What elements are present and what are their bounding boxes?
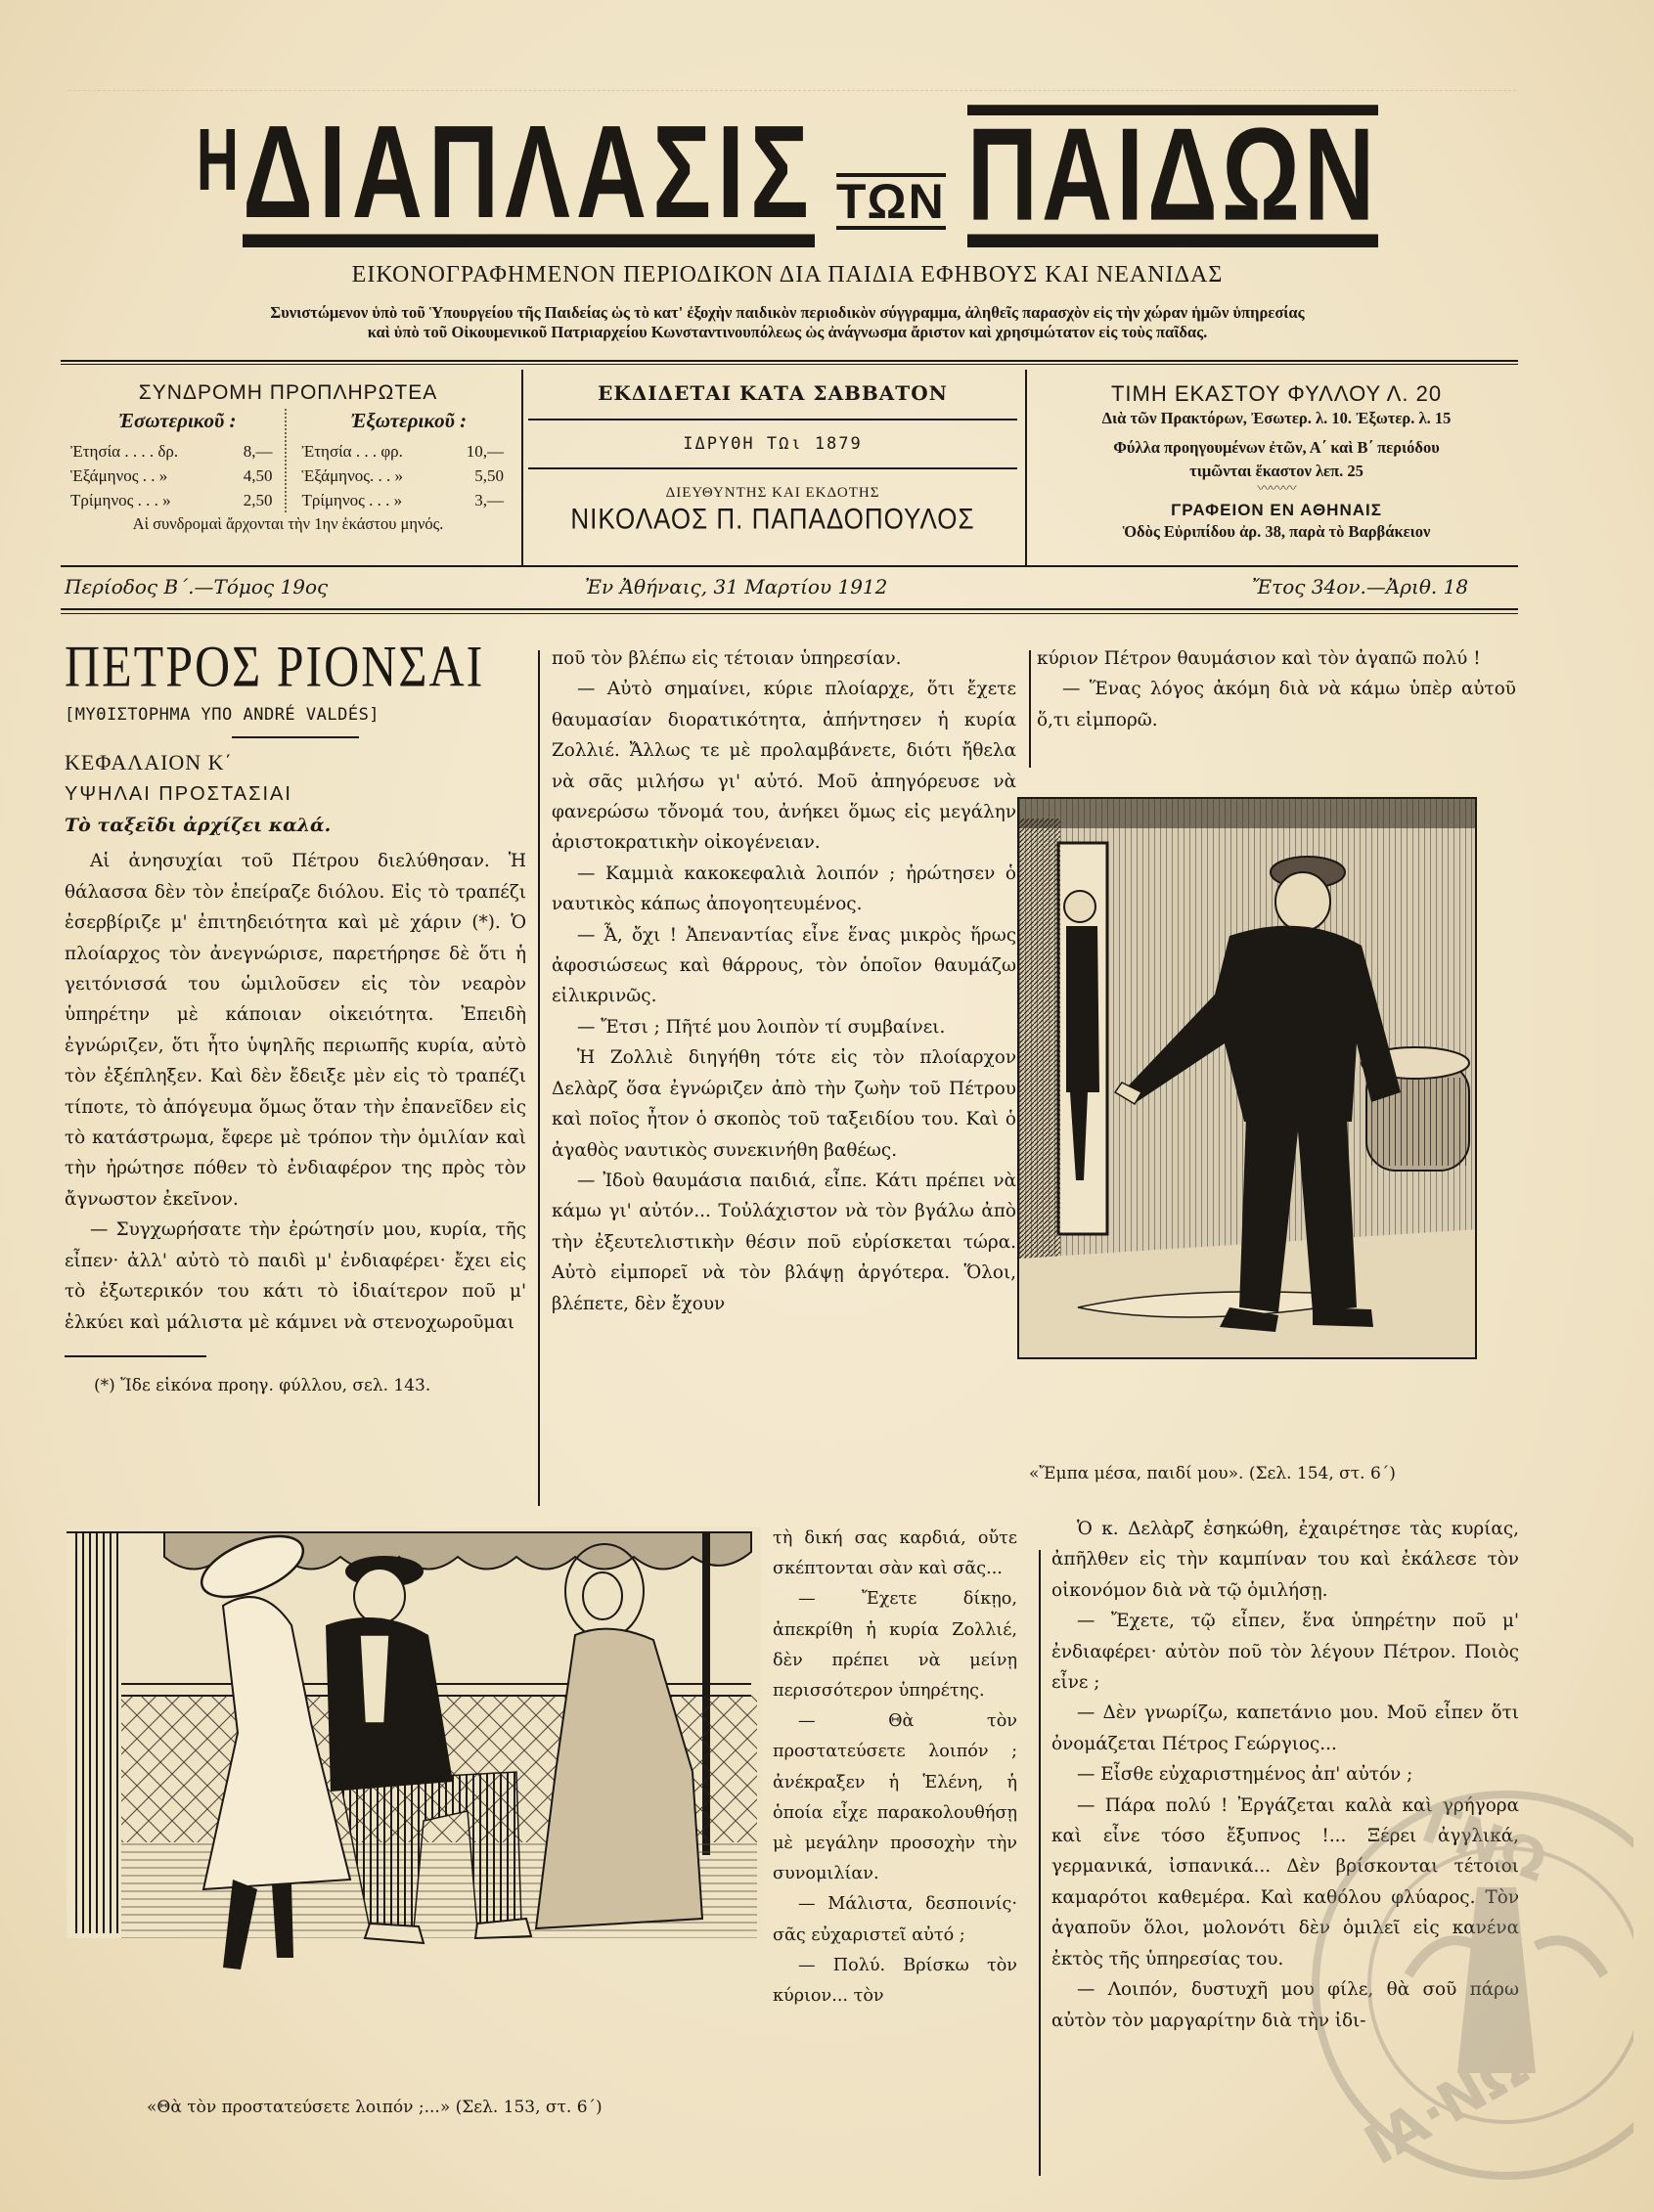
subscription-foreign: [285, 409, 516, 512]
paragraph: — Ἕνας λόγος ἀκόμη διὰ νὰ κάμω ὑπὲρ αὐτοῦ ὅ,τι εἰμπορῶ.: [1037, 679, 1516, 730]
stamp-seal-icon: [1291, 1780, 1633, 2190]
illustration-steward-at-door: [1017, 797, 1477, 1359]
endorsement-line-2: καὶ ὑπὸ τοῦ Οἰκουμενικοῦ Πατριαρχείου Κωνσταντινουπόλεως ὡς ἀνάγνωσμα ἄριστον καὶ χρησιμώτατον εἰς τοὺς παῖδας.: [367, 323, 1208, 341]
masthead-title-main: ΔΙΑΠΛΑΣΙΣ: [243, 98, 815, 246]
footnote-divider: [65, 1355, 206, 1357]
paragraph: — Ἔτσι ; Πῆτέ μου λοιπὸν τί συμβαίνει.: [577, 1016, 946, 1038]
price-row: Ἑξάμηνος. . . » 5,50: [301, 466, 504, 485]
paragraph: — Καμμιὰ κακοκεφαλιὰ λοιπόν ; ἠρώτησεν ὁ ναυτικὸς κάπως ἀπογοητευμένος.: [552, 863, 1016, 915]
paragraph: Ὁ κ. Δελὰρζ ἐσηκώθη, ἐχαιρέτησε τὰς κυρίας, ἀπῆλθεν εἰς τὴν καμπίναν του καὶ ἐκάλεσε τὸν οἰκονόμον διὰ νὰ τῷ ὁμιλήσῃ.: [1051, 1519, 1519, 1601]
paragraph: Ἡ Ζολλιὲ διηγήθη τότε εἰς τὸν πλοίαρχον Δελὰρζ ὅσα ἐγνώριζεν ἀπὸ τὴν ζωὴν τοῦ Πέτρου καὶ ποῖος ἦτον ὁ σκοπὸς τοῦ ταξειδίου του. Καὶ ὁ ἀγαθὸς ναυτικὸς συνεκινήθη βαθέως.: [552, 1047, 1016, 1161]
paragraph: — Πολύ. Βρίσκω τὸν κύριον... τὸν: [773, 1955, 1017, 2007]
publisher-box: [528, 381, 1017, 534]
divider: [61, 364, 1518, 365]
article-byline: [ΜΥΘΙΣΤΟΡΗΜΑ ΥΠΟ ANDRÉ VALDÉS]: [65, 705, 380, 725]
director-name: ΝΙΚΟΛΑΟΣ Π. ΠΑΠΑΔΟΠΟΥΛΟΣ: [570, 501, 975, 536]
paragraph: — Πάρα πολύ ! Ἐργάζεται καλὰ καὶ γρήγορα καὶ εἶνε τόσο ἔξυπνος !... Ξέρει ἀγγλικά, γερμανικά, ἰσπανικά... Δὲν βρίσκονται τέτοιοι καμαρότοι καθεμέρα. Καὶ καθόλου φλύαρος. Τὸν ἀγαποῦν ὅλοι, μολονότι δὲν ὁμιλεῖ εἰς κανένα ἐκτὸς τῆς ὑπηρεσίας του.: [1051, 1794, 1519, 1969]
paragraph: — Δὲν γνωρίζω, καπετάνιο μου. Μοῦ εἶπεν ὅτι ὀνομάζεται Πέτρος Γεώργιος...: [1051, 1703, 1519, 1754]
paragraph: Αἱ ἀνησυχίαι τοῦ Πέτρου διελύθησαν. Ἡ θάλασσα δὲν τὸν ἐπείραζε διόλου. Εἰς τὸ τραπέζι ἐσερβίριζε μ' ἐπιτηδειότητα καὶ μὲ χάριν (*). Ὁ πλοίαρχος τὸν ἀνεγνώρισε, παρετήρησε δὲ ὅτι ἡ γειτόνισσά του ὡμιλοῦσεν εἰς τὸν νεαρὸν ὑπηρέτην μὲ κάποιαν οἰκειότητα. Ἐπειδὴ ἐγνώριζεν, ὅτι ἦτο ὑψηλῆς περιωπῆς κυρία, αὐτὸ τὸν ἐξέπληξεν. Καὶ δὲν ἔδειξε μὲν εἰς τὸ τραπέζι τίποτε, τὸ ἀπόγευμα ὅμως ὅταν τὴν ἐπανεῖδεν εἰς τὸ κατάστρωμα, ἔφερε μὲ τρόπον τὴν ὁμιλίαν καὶ τὴν ἠρώτησε πόθεν τὸ ἐνδιαφέρον της πρὸς τὸν ἄγνωστον ἐκεῖνον.: [65, 851, 526, 1210]
subscription-note: Αἱ συνδρομαὶ ἄρχονται τὴν 1ην ἑκάστου μηνός.: [132, 514, 444, 533]
column-rule: [1039, 1550, 1041, 2176]
paragraph: — Συγχωρήσατε τὴν ἐρώτησίν μου, κυρία, τῆς εἶπεν· ἀλλ' αὐτὸ τὸ παιδὶ μ' ἐνδιαφέρει· ἔχει εἰς τὸ ἐξωτερικόν του κάτι τὸ ἰδιαίτερον ποῦ μ' ἑλκύει καὶ μάλιστα μὲ κάμνει νὰ στενοχωροῦμαι: [65, 1219, 526, 1333]
publication-day: ΕΚΔΙΔΕΤΑΙ ΚΑΤΑ ΣΑΒΒΑΤΟΝ: [528, 381, 1017, 420]
divider: [1025, 370, 1027, 565]
wave-ornament: 〰〰〰: [1257, 481, 1296, 497]
endorsement-line-1: Συνιστώμενον ὑπὸ τοῦ Ὑπουργείου τῆς Παιδείας ὡς τὸ κατ' ἐξοχὴν παιδικὸν περιοδικὸν σύγγραμμα, ἀληθεῖς παρασχὸν εἰς τὴν χώραν ἡμῶν ὑπηρεσίας: [270, 303, 1305, 322]
masthead-title-ton: ΤΩΝ: [835, 174, 946, 229]
office-address: Ὁδὸς Εὐριπίδου ἀρ. 38, παρὰ τὸ Βαρβάκειον: [1122, 522, 1431, 541]
price-title: ΤΙΜΗ ΕΚΑΣΤΟΥ ΦΥΛΛΟΥ Λ. 20: [1110, 381, 1443, 406]
subscription-domestic: [61, 409, 285, 512]
paragraph: — Ἔχετε δίκῃο, ἀπεκρίθη ἡ κυρία Ζολλιέ, δὲν πρέπει νὰ μείνῃ περισσότερον ὑπηρέτης.: [773, 1589, 1017, 1702]
illustration-caption-right: «Ἔμπα μέσα, παιδί μου». (Σελ. 154, στ. 6΄): [1029, 1464, 1396, 1483]
footnote: (*) Ἴδε εἰκόνα προηγ. φύλλου, σελ. 143.: [94, 1375, 431, 1395]
divider: [61, 360, 1518, 362]
paragraph: — Ἆ, ὄχι ! Ἀπεναντίας εἶνε ἕνας μικρὸς ἥρως ἀφοσιώσεως καὶ θάρρους, τὸν ὁποῖον θαυμάζω εἰλικρινῶς.: [552, 924, 1016, 1007]
price-row: Τρίμηνος . . . » 2,50: [70, 491, 273, 509]
chapter-summary: Τὸ ταξεῖδι ἀρχίζει καλά.: [65, 815, 332, 837]
agents-price: Διὰ τῶν Πρακτόρων, Ἐσωτερ. λ. 10. Ἐξωτερ. λ. 15: [1101, 409, 1452, 427]
price-row: Τρίμηνος . . . » 3,—: [301, 491, 504, 509]
svg-text:ΓΝΩ: ΓΝΩ: [1413, 1792, 1555, 1895]
illustration-deck-scene: [67, 1527, 761, 1997]
engraving-door-scene: [1019, 799, 1477, 1359]
director-label: ΔΙΕΥΘΥΝΤΗΣ ΚΑΙ ΕΚΔΟΤΗΣ: [665, 485, 880, 501]
paragraph: — Μάλιστα, δεσποινίς· σᾶς εὐχαριστεῖ αὐτό ;: [773, 1894, 1017, 1945]
founded-year: ΙΔΡΥΘΗ ΤΩι 1879: [528, 420, 1017, 469]
engraving-deck-scene: [67, 1527, 761, 1997]
masthead-endorsement: [59, 303, 1516, 342]
divider: [61, 565, 1518, 567]
pricing-box: [1032, 381, 1521, 544]
dateline-date: Ἐν Ἀθήναις, 31 Μαρτίου 1912: [585, 575, 888, 598]
paragraph: — Αὐτὸ σημαίνει, κύριε πλοίαρχε, ὅτι ἔχετε θαυμασίαν διορατικότητα, ἀπήντησεν ἡ κυρία Ζολλιέ. Ἄλλως τε μὲ προλαμβάνετε, διότι ἤθελα νὰ σᾶς μιλήσω γι' αὐτό. Μοῦ ἀπηγόρευσε νὰ φανερώσω τὄνομά του, ἀνήκει ὅμως εἰς μεγάλην ἀριστοκρατικὴν οἰκογένειαν.: [552, 679, 1016, 854]
masthead: [59, 98, 1516, 249]
paragraph: — Θὰ τὸν προστατεύσετε λοιπόν ; ἀνέκραξεν ἡ Ἑλένη, ἡ ὁποία εἶχε παρακολουθήσῃ μὲ μεγάλην προσοχὴν τὴν συνομιλίαν.: [773, 1711, 1017, 1884]
article-column-2: [552, 643, 1016, 1319]
paragraph: — Ἰδοὺ θαυμάσια παιδιά, εἶπε. Κάτι πρέπει νὰ κάμω γι' αὐτόν... Τοὐλάχιστον νὰ τὸν βγάλω ἀπὸ τὴν ἐξευτελιστικὴν θέσιν ποῦ εὑρίσκεται τώρα. Αὐτὸ εἰμπορεῖ νὰ τὸν βλάψῃ ἀργότερα. Ὅλοι, βλέπετε, δὲν ἔχουν: [552, 1170, 1016, 1314]
price-row: Ἐτησία . . . φρ. 10,—: [301, 442, 504, 461]
paragraph: — Εἶσθε εὐχαριστημένος ἀπ' αὐτόν ;: [1077, 1764, 1413, 1786]
foreign-heading: Ἐξωτερικοῦ :: [350, 409, 468, 432]
chapter-number: ΚΕΦΑΛΑΙΟΝ Κ΄: [65, 750, 233, 775]
paragraph: τὴ δική σας καρδιά, οὔτε σκέπτονται σὰν καὶ σᾶς...: [773, 1528, 1017, 1579]
article-column-1: [65, 633, 526, 1401]
illustration-caption-left: «Θὰ τὸν προστατεύσετε λοιπόν ;...» (Σελ. 153, στ. 6΄): [147, 2098, 603, 2117]
chapter-title: ΥΨΗΛΑΙ ΠΡΟΣΤΑΣΙΑΙ: [65, 783, 292, 806]
library-stamp: [1291, 1780, 1633, 2190]
divider: [232, 736, 359, 738]
bleed-through-running-head: [68, 73, 1516, 91]
article-column-2-continued: [773, 1524, 1017, 2012]
divider: [61, 613, 1518, 614]
dateline-issue: Ἔτος 34ον.—Ἀριθ. 18: [1252, 575, 1469, 598]
masthead-subtitle: ΕΙΚΟΝΟΓΡΑΦΗΜΕΝΟΝ ΠΕΡΙΟΔΙΚΟΝ ΔΙΑ ΠΑΙΔΙΑ ΕΦΗΒΟΥΣ ΚΑΙ ΝΕΑΝΙΔΑΣ: [351, 262, 1224, 288]
office-title: ΓΡΑΦΕΙΟΝ ΕΝ ΑΘΗΝΑΙΣ: [1171, 501, 1382, 519]
paragraph: ποῦ τὸν βλέπω εἰς τέτοιαν ὑπηρεσίαν.: [552, 648, 902, 669]
subscription-box: [61, 381, 515, 534]
column-rule: [1029, 650, 1031, 768]
article-title: ΠΕΤΡΟΣ ΡΙΟΝΣΑΙ: [65, 633, 485, 699]
dateline-period: Περίοδος Β΄.—Τόμος 19ος: [65, 575, 329, 598]
article-column-3-top: [1037, 643, 1516, 735]
paragraph: κύριον Πέτρον θαυμάσιον καὶ τὸν ἀγαπῶ πολύ !: [1037, 648, 1481, 669]
column-rule: [538, 650, 540, 1506]
paragraph: — Λοιπόν, δυστυχῆ μου φίλε, θὰ σοῦ πάρω αὐτὸν τὸν μαργαρίτην διὰ τὴν ἰδι-: [1051, 1979, 1519, 2031]
back-issues-line-2: τιμῶνται ἕκαστον λεπ. 25: [1189, 462, 1363, 480]
masthead-article: Η: [196, 111, 240, 209]
paragraph: — Ἔχετε, τῷ εἶπεν, ἕνα ὑπηρέτην ποῦ μ' ἐνδιαφέρει· αὐτὸν ποῦ τὸν λέγουν Πέτρον. Ποιὸς εἶνε ;: [1051, 1611, 1519, 1694]
subscription-title: ΣΥΝΔΡΟΜΗ ΠΡΟΠΛΗΡΩΤΕΑ: [138, 381, 438, 404]
price-row: Ἑξάμηνος . . » 4,50: [70, 466, 273, 485]
domestic-heading: Ἐσωτερικοῦ :: [117, 409, 237, 432]
svg-text:ΙΑ·ΝΩ: ΙΑ·ΝΩ: [1354, 2034, 1539, 2179]
divider: [521, 370, 523, 565]
price-row: Ἐτησία . . . . δρ. 8,—: [70, 442, 273, 461]
masthead-title-paidon: ΠΑΙΔΩΝ: [966, 101, 1379, 249]
back-issues-line-1: Φύλλα προηγουμένων ἐτῶν, Α΄ καὶ Β΄ περιόδου: [1113, 438, 1440, 457]
divider: [61, 608, 1518, 610]
